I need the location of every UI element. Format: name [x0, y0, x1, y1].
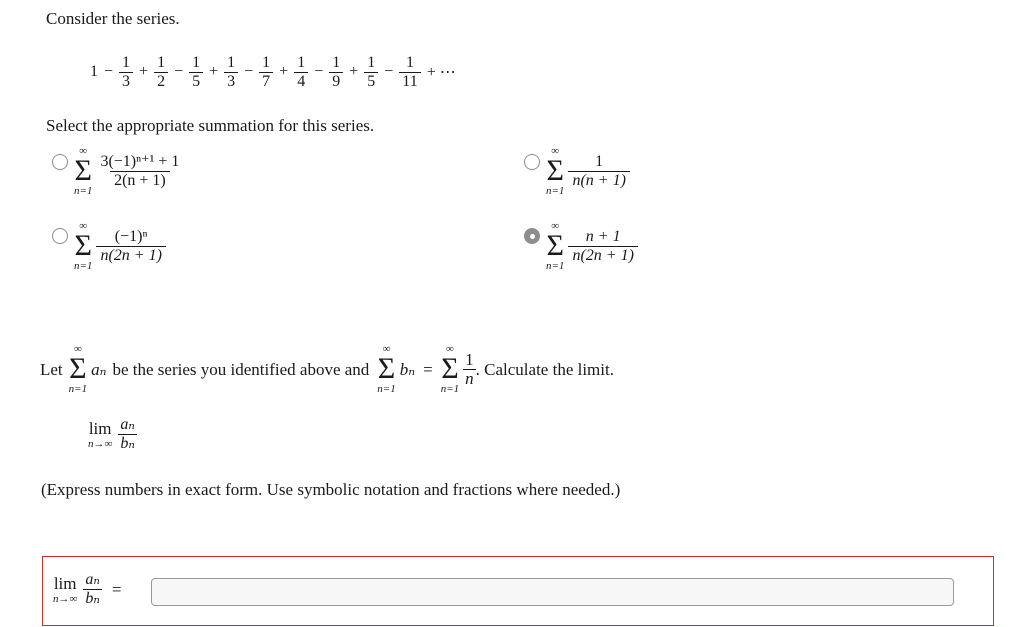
question-prompt: Select the appropriate summation for this series.	[46, 116, 375, 135]
series-term-fraction	[154, 54, 168, 91]
series-expression	[90, 50, 462, 94]
series-term-numerator: 1	[332, 53, 341, 71]
sigma-symbol: ∞ Σ n=1	[74, 220, 93, 272]
series-operator: −	[174, 63, 184, 80]
answer-limit-operator: lim n→∞	[53, 573, 78, 605]
answer-input[interactable]	[151, 578, 954, 606]
answer-equals-sign: =	[111, 579, 122, 599]
option-4-numerator: n + 1	[585, 228, 621, 245]
option-1-numerator: 3(−1)ⁿ⁺¹ + 1	[100, 153, 180, 170]
series-term-denominator: 7	[259, 72, 273, 91]
let-word: Let	[40, 359, 63, 379]
let-statement	[40, 344, 614, 395]
series-lead-term: 1	[90, 63, 98, 80]
series-ellipsis: + ⋯	[426, 64, 456, 81]
series-term-fraction	[119, 54, 133, 91]
series-term-numerator: 1	[227, 53, 236, 71]
series-term-numerator: 1	[262, 53, 271, 71]
series-term-fraction	[364, 54, 378, 91]
option-1-fraction	[96, 153, 183, 190]
series-term-denominator: 9	[329, 72, 343, 91]
instruction-text: (Express numbers in exact form. Use symbolic notation and fractions where needed.)	[41, 480, 621, 499]
a-n-symbol: aₙ	[91, 359, 107, 379]
sigma-symbol: ∞ Σ n=1	[546, 220, 565, 272]
series-term-numerator: 1	[122, 53, 131, 71]
option-3-numerator: (−1)ⁿ	[114, 228, 148, 245]
series-operator: −	[244, 63, 254, 80]
option-2-formula[interactable]	[546, 146, 630, 197]
series-operator: +	[279, 63, 289, 80]
sigma-symbol: ∞ Σ n=1	[377, 343, 396, 395]
limit-operator: lim n→∞	[88, 418, 113, 450]
series-operator: +	[349, 63, 359, 80]
let-end-text: . Calculate the limit.	[475, 359, 614, 379]
option-2-fraction	[568, 153, 629, 190]
series-term-numerator: 1	[157, 53, 166, 71]
option-4-radio[interactable]	[524, 228, 540, 244]
series-operator: +	[139, 63, 149, 80]
series-term-numerator: 1	[405, 53, 414, 71]
sigma-symbol: ∞ Σ n=1	[546, 145, 565, 197]
option-4-denominator: n(2n + 1)	[568, 246, 637, 265]
option-1-denominator: 2(n + 1)	[110, 171, 170, 190]
answer-label	[53, 571, 121, 608]
series-term-fraction	[294, 54, 308, 91]
let-middle-text: be the series you identified above and	[112, 359, 370, 379]
intro-text: Consider the series.	[46, 9, 180, 28]
series-term-denominator: 4	[294, 72, 308, 91]
series-term-fraction	[189, 54, 203, 91]
answer-box	[42, 556, 994, 626]
sigma-symbol: ∞ Σ n=1	[74, 145, 93, 197]
option-3-formula[interactable]	[74, 221, 166, 272]
series-term-denominator: 3	[224, 72, 238, 91]
option-1-formula[interactable]	[74, 146, 183, 197]
answer-limit-fraction: $\frac{\text{aₙ}}{\text{bₙ}}$	[85, 571, 100, 607]
series-term-denominator: 3	[119, 72, 133, 91]
limit-fraction: $\frac{\text{aₙ}}{\text{bₙ}}$	[120, 416, 135, 452]
option-3-denominator: n(2n + 1)	[96, 246, 165, 265]
option-4-formula[interactable]	[546, 221, 638, 272]
option-2-radio[interactable]	[524, 154, 540, 170]
option-1-radio[interactable]	[52, 154, 68, 170]
option-2-denominator: n(n + 1)	[568, 171, 629, 190]
sigma-symbol: ∞ Σ n=1	[440, 343, 460, 395]
one-over-n-fraction: $\frac{1}{n}$	[465, 350, 474, 388]
series-operator: +	[209, 63, 219, 80]
option-3-radio[interactable]	[52, 228, 68, 244]
series-operator: −	[314, 63, 324, 80]
series-term-fraction	[259, 54, 273, 91]
series-term-fraction	[224, 54, 238, 91]
series-term-denominator: 5	[189, 72, 203, 91]
option-3-fraction	[96, 228, 165, 265]
sigma-symbol: ∞ Σ n=1	[68, 343, 88, 395]
series-term-numerator: 1	[192, 53, 201, 71]
series-term-numerator: 1	[297, 53, 306, 71]
series-term-fraction	[399, 54, 420, 91]
series-term-numerator: 1	[367, 53, 376, 71]
series-term-denominator: 2	[154, 72, 168, 91]
series-term-denominator: 11	[399, 72, 420, 91]
series-term-denominator: 5	[364, 72, 378, 91]
series-term-fraction	[329, 54, 343, 91]
series-operator: −	[384, 63, 394, 80]
option-2-numerator: 1	[595, 153, 604, 170]
equals-sign: =	[423, 359, 433, 379]
b-n-symbol: bₙ	[399, 359, 416, 379]
option-4-fraction	[568, 228, 637, 265]
limit-expression	[88, 416, 137, 453]
series-operator: −	[104, 63, 114, 80]
